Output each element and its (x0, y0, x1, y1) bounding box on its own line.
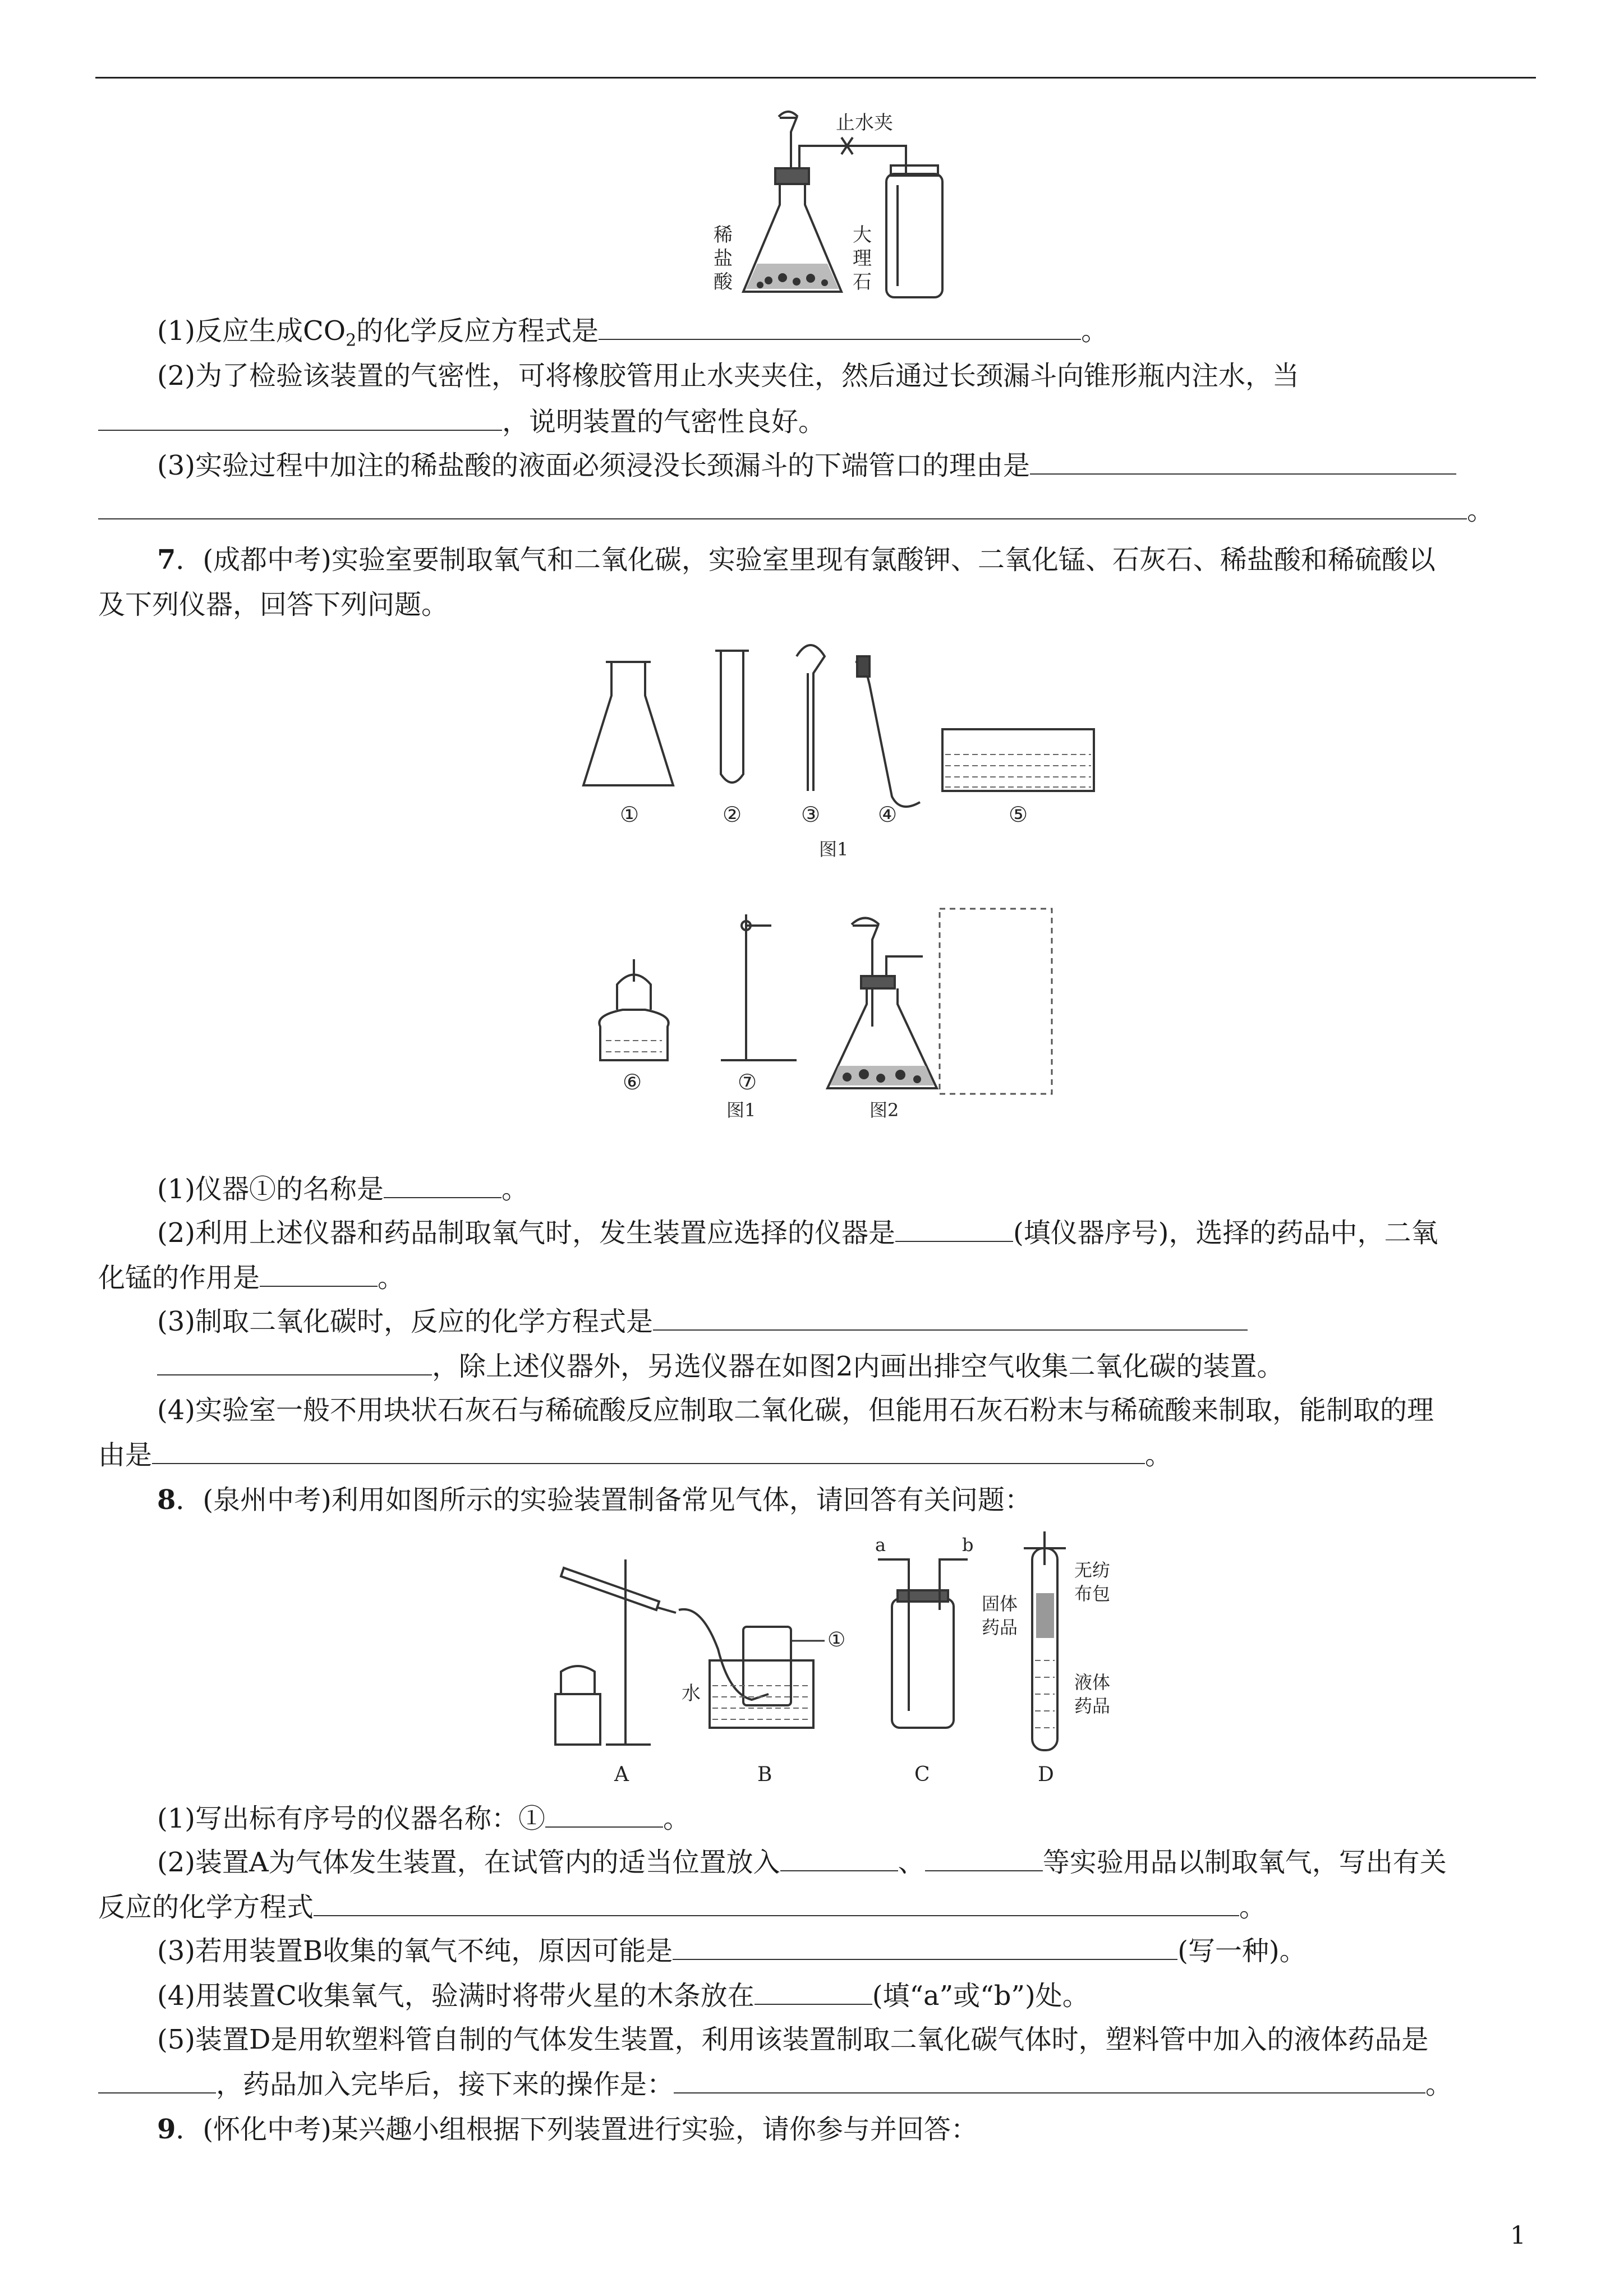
q7-p3-blank-b[interactable] (157, 1350, 432, 1375)
q7-p2-text-a: (2)利用上述仪器和药品制取氧气时，发生装置应选择的仪器是 (157, 1217, 895, 1249)
q7-p1-text: (1)仪器①的名称是 (157, 1174, 384, 1205)
q8-p1-end: 。 (663, 1803, 691, 1834)
q8-p2-blank-b[interactable] (925, 1846, 1043, 1871)
q7-p4-text-b: 由是 (98, 1439, 153, 1471)
q7-p4-text-a: (4)实验室一般不用块状石灰石与稀硫酸反应制取二氧化碳，但能用石灰石粉末与稀硫酸来制取，能制取的理 (157, 1395, 1434, 1426)
q6-p1-text-b: 的化学反应方程式是 (356, 315, 599, 347)
q8-label-bag-1: 无纺 (1074, 1559, 1111, 1581)
q7-part1 (157, 1172, 528, 1206)
q7-instruments-drawing (578, 634, 1105, 1128)
q8-p1-blank[interactable] (545, 1802, 663, 1828)
q7-p2-end: 。 (378, 1262, 405, 1294)
q7-stem-line2 (98, 588, 448, 622)
q8-label-D: D (1038, 1763, 1054, 1786)
marble-label-1: 大 (853, 224, 872, 246)
q7-label-2: ② (723, 802, 742, 827)
q8-p4-blank[interactable] (755, 1979, 872, 2005)
q8-label-water: 水 (682, 1682, 701, 1705)
q7-p1-blank[interactable] (384, 1172, 502, 1198)
q6-p2-line1: (2)为了检验该装置的气密性，可将橡胶管用止水夹夹住，然后通过长颈漏斗向锥形瓶内注水，当 (157, 360, 1299, 392)
q6-part2-line2 (98, 405, 825, 439)
figure-co2-apparatus (712, 107, 959, 309)
figure-q8-apparatus (539, 1526, 1128, 1789)
q8-label-solid-2: 药品 (982, 1617, 1018, 1638)
q6-p2-blank[interactable] (98, 405, 502, 431)
q6-p3-line1: (3)实验过程中加注的稀盐酸的液面必须浸没长颈漏斗的下端管口的理由是 (157, 450, 1030, 481)
q7-part3-line1 (157, 1305, 1248, 1338)
acid-label-3: 酸 (714, 271, 733, 293)
q9-number: 9 (157, 2114, 176, 2145)
q8-p3-blank[interactable] (673, 1934, 1177, 1960)
q7-caption-fig1: 图1 (819, 839, 849, 860)
q8-p2-blank-c[interactable] (314, 1890, 1239, 1916)
acid-label-1: 稀 (714, 224, 733, 246)
q7-part3-line2 (157, 1350, 1284, 1383)
q7-caption-fig2: 图2 (869, 1099, 899, 1121)
q7-p3-text-a: (3)制取二氧化碳时，反应的化学方程式是 (157, 1306, 653, 1337)
q6-p3-blank-a[interactable] (1030, 449, 1456, 475)
acid-label-2: 盐 (714, 247, 733, 270)
q9-line1: ．(怀化中考)某兴趣小组根据下列装置进行实验，请你参与并回答： (176, 2114, 978, 2145)
q6-part3-line2 (98, 494, 1494, 527)
q6-part3-line1 (157, 449, 1456, 482)
q7-part2-line2 (98, 1261, 404, 1295)
q8-part4 (157, 1979, 1089, 2013)
q7-label-5: ⑤ (1009, 802, 1028, 827)
q8-label-liquid-2: 药品 (1074, 1695, 1111, 1717)
q7-caption-fig1b: 图1 (726, 1099, 756, 1121)
q8-p5-blank-a[interactable] (98, 2068, 216, 2093)
q7-label-6: ⑥ (623, 1070, 642, 1094)
q8-p2-end: 。 (1239, 1892, 1267, 1923)
figure-q7-instruments (578, 634, 1105, 1128)
clamp-label: 止水夹 (836, 112, 893, 134)
q7-line1: ．(成都中考)实验室要制取氧气和二氧化碳，实验室里现有氯酸钾、二氧化锰、石灰石、稀盐酸和稀硫酸以 (176, 544, 1436, 576)
marble-label-3: 石 (853, 271, 872, 293)
q8-p2-text-a: (2)装置A为气体发生装置，在试管内的适当位置放入 (157, 1847, 780, 1878)
q7-label-1: ① (620, 802, 640, 827)
q7-p2-text-b: (填仪器序号)，选择的药品中，二氧 (1013, 1217, 1438, 1249)
q8-label-B: B (757, 1763, 772, 1786)
q8-p5-blank-b[interactable] (674, 2068, 1425, 2093)
q8-label-A: A (614, 1763, 629, 1786)
q8-part2-line1 (157, 1846, 1447, 1879)
q6-part1 (157, 314, 1108, 358)
q8-p1-text: (1)写出标有序号的仪器名称：① (157, 1803, 545, 1834)
q8-p3-text-a: (3)若用装置B收集的氧气不纯，原因可能是 (157, 1935, 673, 1967)
q8-label-a: a (875, 1534, 886, 1556)
q8-part5-line1 (157, 2023, 1428, 2056)
q7-p3-blank-a[interactable] (653, 1305, 1248, 1331)
q8-apparatus-drawing (539, 1526, 1128, 1789)
q8-stem (157, 1483, 1032, 1517)
q8-p2-text-c: 反应的化学方程式 (98, 1892, 314, 1923)
q8-p2-sep: 、 (898, 1847, 925, 1878)
q6-p1-blank[interactable] (599, 314, 1081, 340)
q7-label-7: ⑦ (738, 1070, 757, 1094)
q8-label-bag-2: 布包 (1074, 1583, 1111, 1604)
q8-label-solid-1: 固体 (982, 1593, 1018, 1614)
q7-p3-text-b: ，除上述仪器外，另选仪器在如图2内画出排空气收集二氧化碳的装置。 (432, 1351, 1284, 1382)
q8-p2-blank-a[interactable] (780, 1846, 898, 1871)
marble-label-2: 理 (853, 247, 872, 270)
q9-stem (157, 2113, 978, 2146)
q7-label-4: ④ (878, 802, 898, 827)
q6-part2-line1 (157, 359, 1299, 393)
q8-p3-text-b: (写一种)。 (1177, 1935, 1306, 1967)
header-rule (95, 77, 1536, 79)
q8-p2-text-b: 等实验用品以制取氧气，写出有关 (1042, 1847, 1447, 1878)
q7-number: 7 (157, 544, 176, 576)
q7-p4-blank[interactable] (152, 1438, 1145, 1464)
q6-p1-text-a: (1)反应生成CO (157, 315, 346, 347)
q6-p2-line2: ，说明装置的气密性良好。 (502, 406, 826, 438)
q8-part1 (157, 1802, 690, 1835)
q8-p5-end: 。 (1425, 2069, 1453, 2100)
q7-label-3: ③ (801, 802, 821, 827)
q8-p5-text-b: ，药品加入完毕后，接下来的操作是： (216, 2069, 674, 2100)
q7-p1-end: 。 (502, 1174, 529, 1205)
q8-label-liquid-1: 液体 (1074, 1672, 1111, 1693)
q6-p3-blank-b[interactable] (98, 494, 1467, 519)
q8-label-circled-1: ① (827, 1628, 846, 1651)
q8-label-C: C (914, 1763, 930, 1786)
q6-p3-end: 。 (1467, 495, 1494, 526)
q7-p2-blank-b[interactable] (260, 1261, 378, 1287)
q8-part2-line2 (98, 1890, 1266, 1924)
q7-part4-line1 (157, 1393, 1434, 1427)
q8-p4-text-a: (4)用装置C收集氧气，验满时将带火星的木条放在 (157, 1980, 755, 2012)
q7-p4-end: 。 (1145, 1439, 1172, 1471)
q7-p2-text-c: 化锰的作用是 (98, 1262, 260, 1294)
q6-p1-sub: 2 (346, 330, 357, 351)
q8-part5-line2 (98, 2068, 1452, 2101)
page-number: 1 (1510, 2221, 1526, 2250)
q8-number: 8 (157, 1484, 176, 1516)
q7-part4-line2 (98, 1438, 1172, 1472)
q7-p2-blank-a[interactable] (895, 1216, 1013, 1242)
q7-line2: 及下列仪器，回答下列问题。 (98, 589, 449, 620)
q6-p1-end: 。 (1081, 315, 1108, 347)
q8-part3 (157, 1934, 1306, 1968)
q8-p4-text-b: (填“a”或“b”)处。 (872, 1980, 1089, 2012)
q7-stem-line1 (157, 543, 1436, 577)
q7-part2-line1 (157, 1216, 1438, 1250)
q8-line1: ．(泉州中考)利用如图所示的实验装置制备常见气体，请回答有关问题： (176, 1484, 1032, 1516)
q8-label-b: b (962, 1534, 974, 1556)
q8-p5-text-a: (5)装置D是用软塑料管自制的气体发生装置，利用该装置制取二氧化碳气体时，塑料管中加入的液体药品是 (157, 2024, 1429, 2055)
co2-apparatus-drawing (712, 107, 959, 309)
